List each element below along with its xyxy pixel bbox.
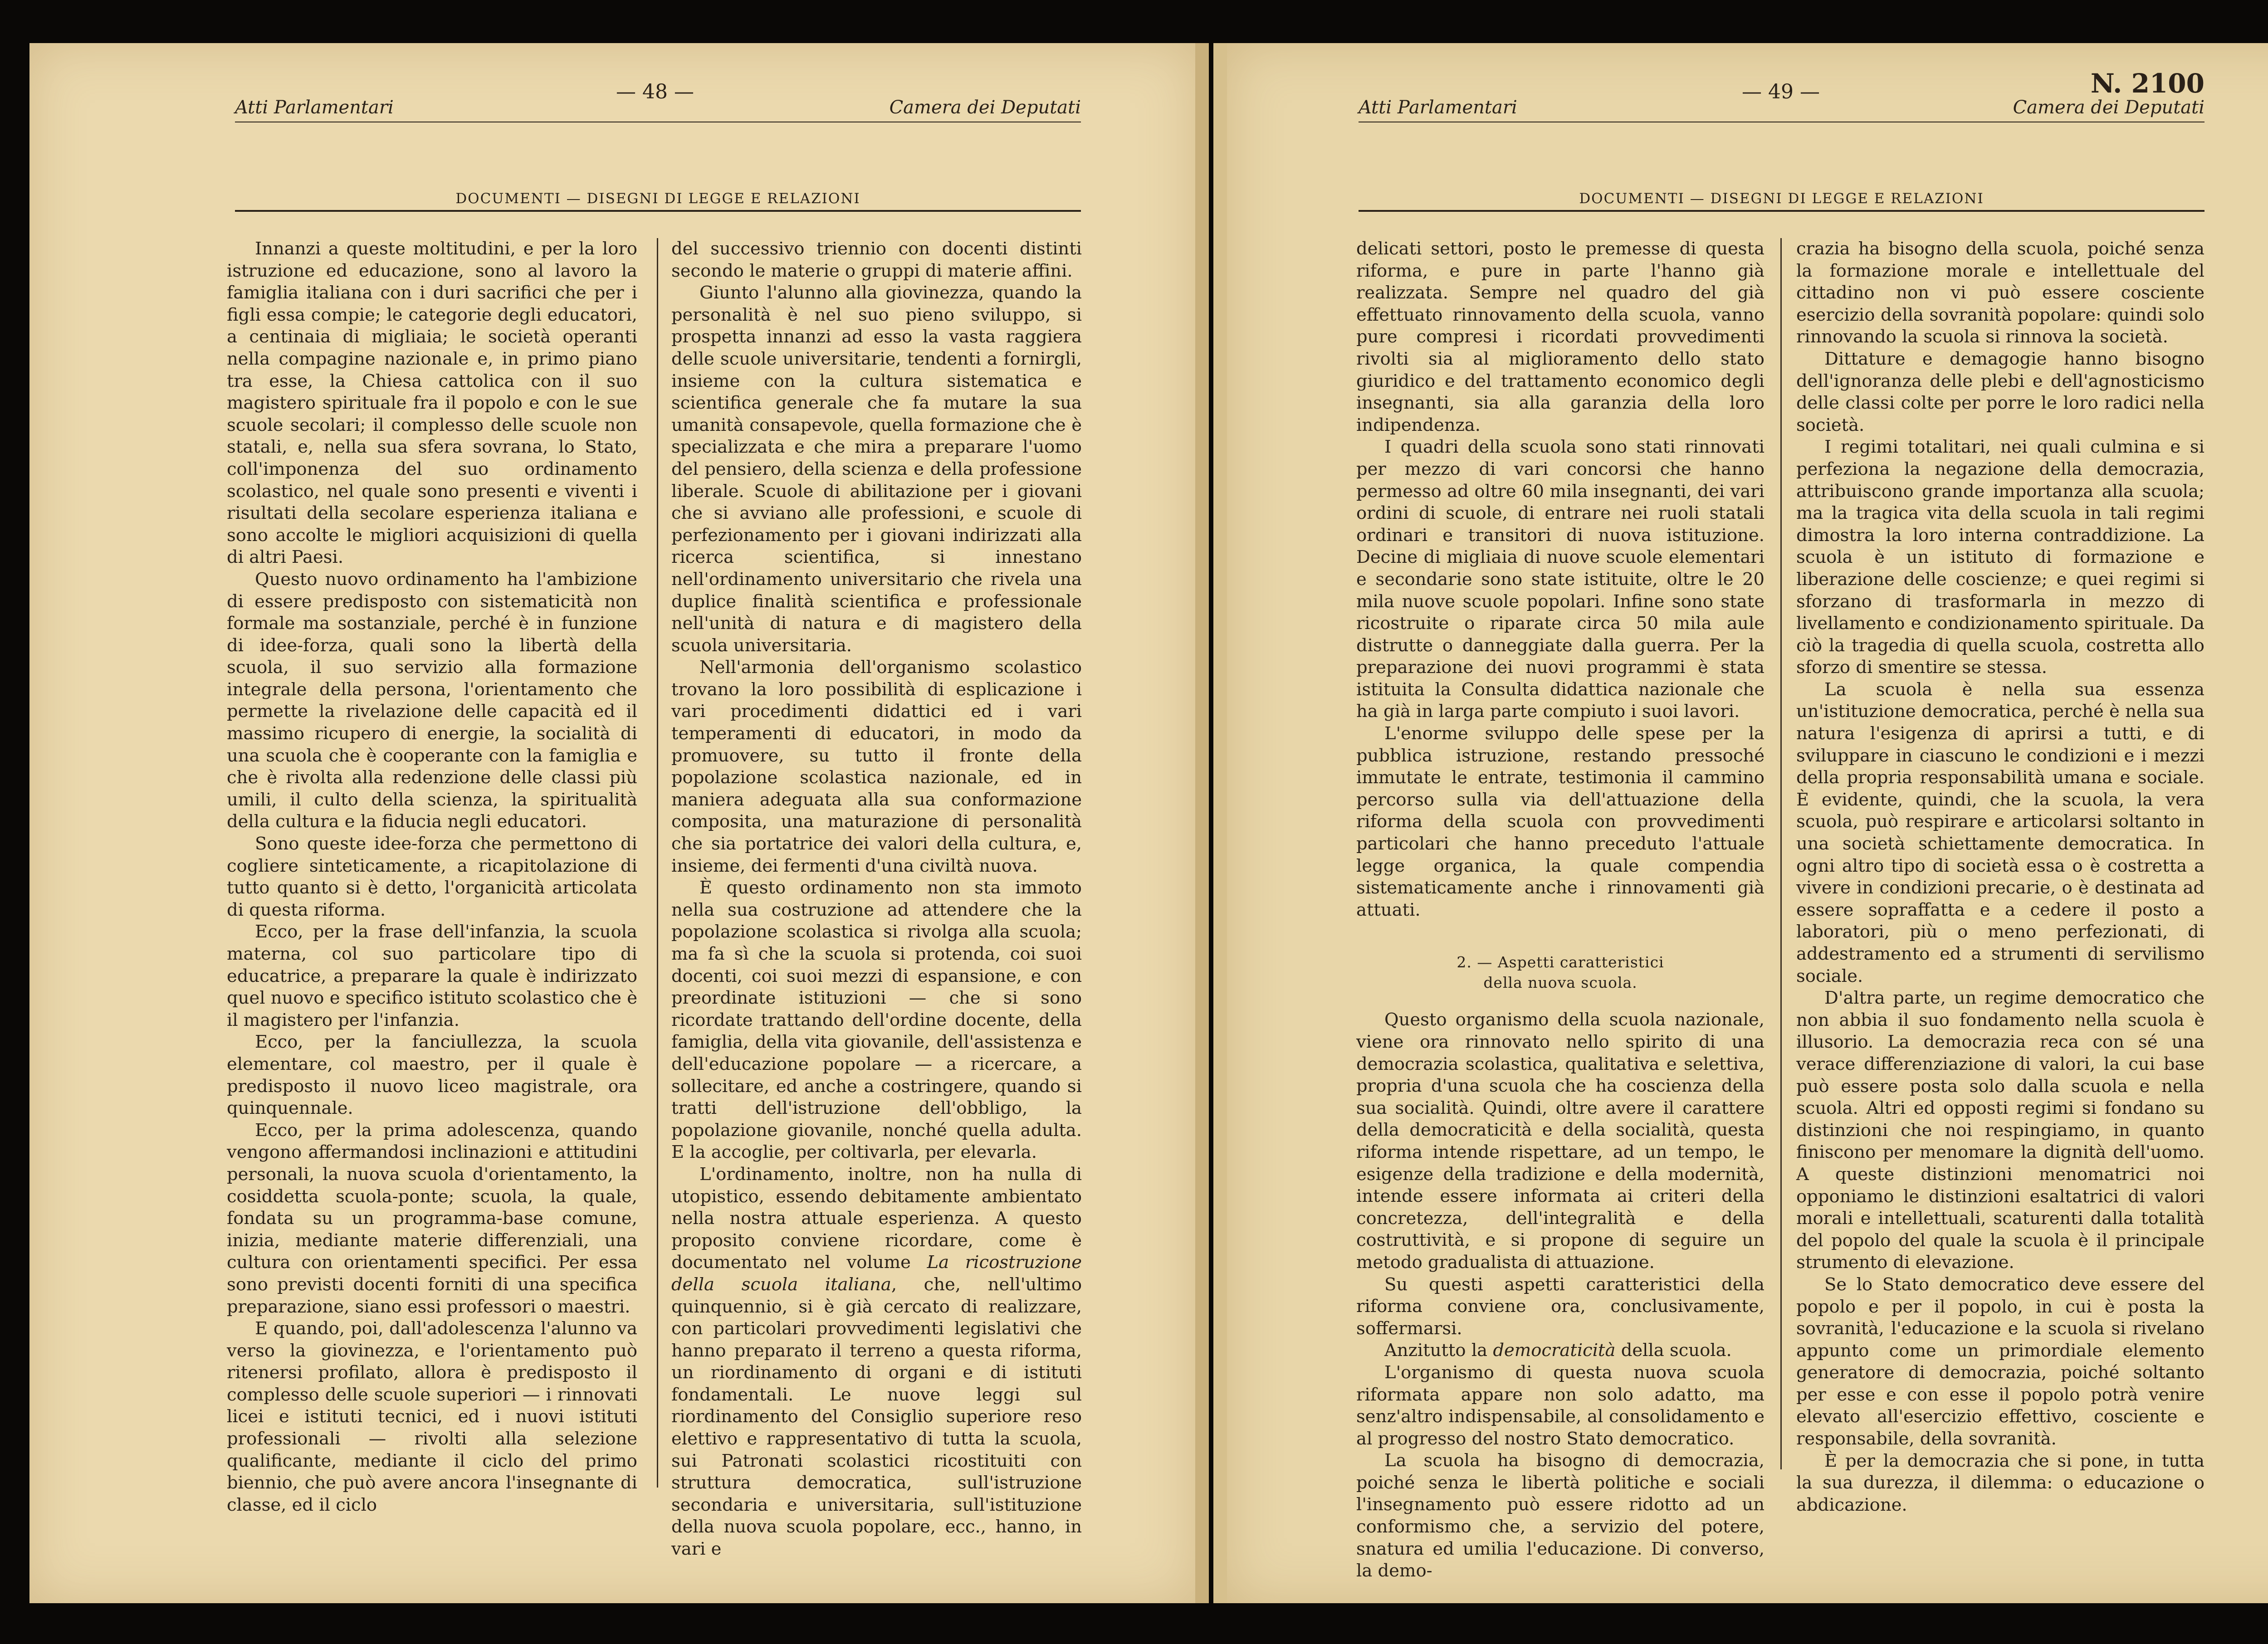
paragraph: delicati settori, posto le premesse di questa riforma, e pure in parte l'hanno già realizzata. Sempre nel quadro del già effettuato rinnovamento della scuola, vanno pure compresi i ricordati provvedimenti rivolti sia al miglioramento dello stato giuridico e del trattamento economico degli insegnanti, sia alla garanzia della loro indipendenza. xyxy=(1356,239,1765,435)
paragraph: Questo organismo della scuola nazionale, viene ora rinnovato nello spirito di una democrazia scolastica, qualitativa e selettiva, propria d'una scuola che ha coscienza della sua socialità. Quindi, oltre avere il carattere della democraticità e della socialità, questa riforma intende rispettare, ad un tempo, le esigenze della tradizione e della modernità, intende essere informata ai criteri della concretezza, dell'integralità e della costruttività, e si propone di seguire un metodo gradualista di attuazione. xyxy=(1356,1010,1765,1273)
left-running-header xyxy=(235,82,1081,118)
section-rule xyxy=(235,210,1081,212)
paragraph: D'altra parte, un regime democratico che non abbia il suo fondamento nella scuola è illusorio. La democrazia reca con sé una verace differenziazione di valori, la cui base può essere posta solo dalla scuola e nella scuola. Altri ed opposti regimi si fondano su distinzioni che noi respingiamo, in quanto finiscono per menomare la dignità dell'uomo. A queste distinzioni menomatrici noi opponiamo le distinzioni esaltatrici di valori morali e intellettuali, scaturenti dalla totalità del popolo del quale la scuola è il principale strumento di elevazione. xyxy=(1796,988,2204,1273)
paragraph: Su questi aspetti caratteristici della riforma conviene ora, conclusivamente, soffermarsi. xyxy=(1356,1274,1765,1339)
column-divider xyxy=(1780,238,1782,1469)
paragraph: Questo nuovo ordinamento ha l'ambizione di essere predisposto con sistematicità non formale ma sostanziale, perché è in funzione di idee-forza, quali sono la libertà della scuola, il suo servizio alla formazione integrale della persona, l'orientamento che permette la rivelazione delle capacità ed il massimo ricupero di energie, la socialità di una scuola che è cooperante con la famiglia e che è rivolta alla redenzione delle classi più umili, il culto della scienza, la spiritualità della cultura e la fiducia negli educatori. xyxy=(227,569,637,832)
right-running-header xyxy=(1359,68,2204,118)
text-run: della scuola. xyxy=(1621,1340,1732,1361)
emphasis: democraticità xyxy=(1493,1340,1616,1361)
paragraph xyxy=(671,1164,1082,1561)
paragraph: Ecco, per la frase dell'infanzia, la scuola materna, col suo particolare tipo di educatrice, a preparare la quale è indirizzato quel nuovo e specifico istituto scolastico che è il magistero per l'infanzia. xyxy=(227,922,637,1030)
right-column-2 xyxy=(1796,238,2204,1516)
subsection-heading xyxy=(1356,952,1765,993)
paragraph: Se lo Stato democratico deve essere del popolo e per il popolo, in cui è posta la sovranità, l'educazione e la scuola si rivelano appunto come un primordiale elemento generatore di democrazia, poiché soltanto per esse e con esse il popolo potrà venire elevato all'esercizio effettivo, cosciente e responsabile, della sovranità. xyxy=(1796,1274,2204,1449)
text-run: Anzitutto la xyxy=(1384,1340,1488,1361)
paragraph: La scuola è nella sua essenza un'istituzione democratica, perché è nella sua natura l'esigenza di aprirsi a tutti, e di sviluppare in ciascuno le condizioni e i mezzi della propria responsabilità umana e sociale. È evidente, quindi, che la scuola, la vera scuola, può respirare e articolarsi soltanto in una società schiettamente democratica. In ogni altro tipo di società essa o è costretta a vivere in condizioni precarie, o è destinata ad essere sopraffatta e a cedere il posto a laboratori, più o meno perfezionati, di addestramento ed a strumenti di servilismo sociale. xyxy=(1796,679,2204,986)
paragraph: Innanzi a queste moltitudini, e per la loro istruzione ed educazione, sono al lavoro la famiglia italiana con i duri sacrifici che per i figli essa compie; le categorie degli educatori, a centinaia di migliaia; le società operanti nella compagine nazionale e, in primo piano tra esse, la Chiesa cattolica con il suo magistero spirituale fra il popolo e con le sue scuole secolari; il complesso delle scuole non statali, e, nella sua sfera sovrana, lo Stato, coll'imponenza del suo ordinamento scolastico, nel quale sono presenti e viventi i risultati della secolare esperienza italiana e sono accolte le migliori acquisizioni di quella di altri Paesi. xyxy=(227,239,637,568)
paragraph: È per la democrazia che si pone, in tutta la sua durezza, il dilemma: o educazione o abdicazione. xyxy=(1796,1450,2204,1515)
paragraph: Ecco, per la fanciullezza, la scuola elementare, col maestro, per il quale è predisposto il nuovo liceo magistrale, ora quinquennale. xyxy=(227,1032,637,1119)
paragraph: del successivo triennio con docenti distinti secondo le materie o gruppi di materie affini. xyxy=(671,239,1082,281)
paragraph: Giunto l'alunno alla giovinezza, quando la personalità è nel suo pieno sviluppo, si prospetta innanzi ad esso la vasta raggiera delle scuole universitarie, tendenti a fornirgli, insieme con la cultura sistematica e scientifica generale che fa mutare la sua umanità consapevole, quella formazione che è specializzata e che mira a preparare l'uomo del pensiero, della scienza e della professione liberale. Scuole di abilitazione per i giovani che si avviano alle professioni, e scuole di perfezionamento per i giovani indirizzati alla ricerca scientifica, si innestano nell'ordinamento universitario che rivela una duplice finalità scientifica e professionale nell'unità di natura e di magistero della scuola universitaria. xyxy=(671,283,1082,656)
subsection-heading-line: 2. — Aspetti caratteristici xyxy=(1457,953,1664,971)
text-run: L'ordinamento, inoltre, non ha nulla di utopistico, essendo debitamente ambientato nella nostra attuale esperienza. A questo proposito conviene ricordare, come è documentato nel volume xyxy=(671,1164,1082,1273)
paragraph xyxy=(1356,1340,1765,1362)
right-page-edge xyxy=(1213,43,1227,1603)
text-run: , che, nell'ultimo quinquennio, si è già cercato di realizzare, con particolari provvedimenti legislativi che hanno preparato il terreno a questa riforma, un riordinamento di organi e di istituti fondamentali. Le nuove leggi sul riordinamento del Consiglio superiore reso elettivo e rappresentativo di tutta la scuola, sui Patronati scolastici ricostituiti con struttura democratica, sull'istruzione secondaria e universitaria, sull'istituzione della nuova scuola popolare, ecc., hanno, in vari e xyxy=(671,1274,1082,1560)
paragraph: I quadri della scuola sono stati rinnovati per mezzo di vari concorsi che hanno permesso ad oltre 60 mila insegnanti, dei vari ordini di scuole, di entrare nei ruoli statali ordinari e transitori di nuova istituzione. Decine di migliaia di nuove scuole elementari e secondarie sono state istituite, oltre le 20 mila nuove scuole popolari. Infine sono state ricostruite o riparate circa 50 mila aule distrutte o danneggiate dalla guerra. Per la preparazione dei nuovi programmi è stata istituita la Consulta didattica nazionale che ha già in larga parte compiuto i suoi lavori. xyxy=(1356,437,1765,722)
subsection-heading-line: della nuova scuola. xyxy=(1483,974,1637,992)
section-rule xyxy=(1359,210,2204,212)
paragraph: I regimi totalitari, nei quali culmina e si perfeziona la negazione della democrazia, attribuiscono grande importanza alla scuola; ma la tragica vita della scuola in tali regimi dimostra la loro interna contraddizione. La scuola è un istituto di formazione e liberazione delle coscienze; e quei regimi si sforzano di trasformarla in mezzo di livellamento e condizionamento spirituale. Da ciò la tragedia di quella scuola, costretta allo sforzo di smentire se stessa. xyxy=(1796,437,2204,678)
page-number: — 49 — xyxy=(1742,80,1820,103)
header-right-label: Camera dei Deputati xyxy=(2013,97,2204,118)
document-number: N. 2100 xyxy=(2090,68,2204,99)
paragraph: La scuola ha bisogno di democrazia, poiché senza le libertà politiche e sociali l'insegnamento può essere ridotto ad un conformismo che, a servizio del potere, snatura ed umilia l'educazione. Di converso, la demo- xyxy=(1356,1450,1765,1581)
header-left-label: Atti Parlamentari xyxy=(235,97,394,118)
paragraph: È questo ordinamento non sta immoto nella sua costruzione ad attendere che la popolazione scolastica si rivolga alla scuola; ma fa sì che la scuola si protenda, coi suoi docenti, coi suoi mezzi di espansione, e con preordinate istituzioni — che si sono ricordate trattando dell'ordine docente, della famiglia, della vita giovanile, dell'assistenza e dell'educazione popolare — a ricercare, a sollecitare, ed anche a costringere, quando si tratti dell'istruzione dell'obbligo, la popolazione giovanile, nonché quella adulta. E la accoglie, per coltivarla, per elevarla. xyxy=(671,878,1082,1163)
paragraph: crazia ha bisogno della scuola, poiché senza la formazione morale e intellettuale del cittadino non vi può essere cosciente esercizio della sovranità popolare: quindi solo rinnovando la scuola si rinnova la società. xyxy=(1796,239,2204,347)
paragraph: L'enorme sviluppo delle spese per la pubblica istruzione, restando pressoché immutate le entrate, testimonia il cammino percorso sulla via dell'attuazione della riforma della scuola con provvedimenti particolari che hanno preceduto l'attuale legge organica, la quale compendia sistematicamente anche i rinnovamenti già attuati. xyxy=(1356,723,1765,920)
header-right-label: Camera dei Deputati xyxy=(889,97,1081,118)
page-number: — 48 — xyxy=(616,80,694,103)
paragraph: E quando, poi, dall'adolescenza l'alunno va verso la giovinezza, e l'orientamento può ritenersi profilato, allora è predisposto il complesso delle scuole superiori — i rinnovati licei e istituti tecnici, ed i nuovi istituti professionali — rivolti alla selezione qualificante, mediante il ciclo del primo biennio, che può avere ancora l'insegnante di classe, ed il ciclo xyxy=(227,1318,637,1515)
right-column-1 xyxy=(1356,238,1765,1582)
book-title: La ricostruzione della scuola italiana xyxy=(671,1252,1082,1295)
paragraph: Ecco, per la prima adolescenza, quando vengono affermandosi inclinazioni e attitudini personali, la nuova scuola d'orientamento, la cosiddetta scuola-ponte; scuola, la quale, fondata su un programma-base comune, inizia, mediante materie differenziali, una cultura con orientamenti specifici. Per essa sono previsti docenti forniti di una specifica preparazione, siano essi professori o maestri. xyxy=(227,1120,637,1317)
header-left-label: Atti Parlamentari xyxy=(1359,97,1517,118)
paragraph: Nell'armonia dell'organismo scolastico trovano la loro possibilità di esplicazione i vari procedimenti didattici ed i vari temperamenti di educatori, in modo da promuovere, su tutto il fronte della popolazione scolastica nazionale, ed in maniera adeguata alla sua conformazione composita, una maturazione di personalità che sia portatrice dei valori della cultura, e, insieme, dei fermenti d'una civiltà nuova. xyxy=(671,657,1082,876)
left-page-edge xyxy=(1195,43,1209,1603)
left-column-1 xyxy=(227,238,637,1516)
paragraph: Sono queste idee-forza che permettono di cogliere sinteticamente, a ricapitolazione di tutto quanto si è detto, l'organicità articolata di questa riforma. xyxy=(227,834,637,920)
paragraph: L'organismo di questa nuova scuola riformata appare non solo adatto, ma senz'altro indispensabile, al consolidamento e al progresso del nostro Stato democratico. xyxy=(1356,1362,1765,1449)
left-column-2 xyxy=(671,238,1082,1561)
paragraph: Dittature e demagogie hanno bisogno dell'ignoranza delle plebi e dell'agnosticismo delle classi colte per porre le loro radici nella società. xyxy=(1796,348,2204,435)
section-heading: DOCUMENTI — DISEGNI DI LEGGE E RELAZIONI xyxy=(1579,190,1984,207)
column-divider xyxy=(657,238,658,1488)
section-heading: DOCUMENTI — DISEGNI DI LEGGE E RELAZIONI xyxy=(455,190,860,207)
